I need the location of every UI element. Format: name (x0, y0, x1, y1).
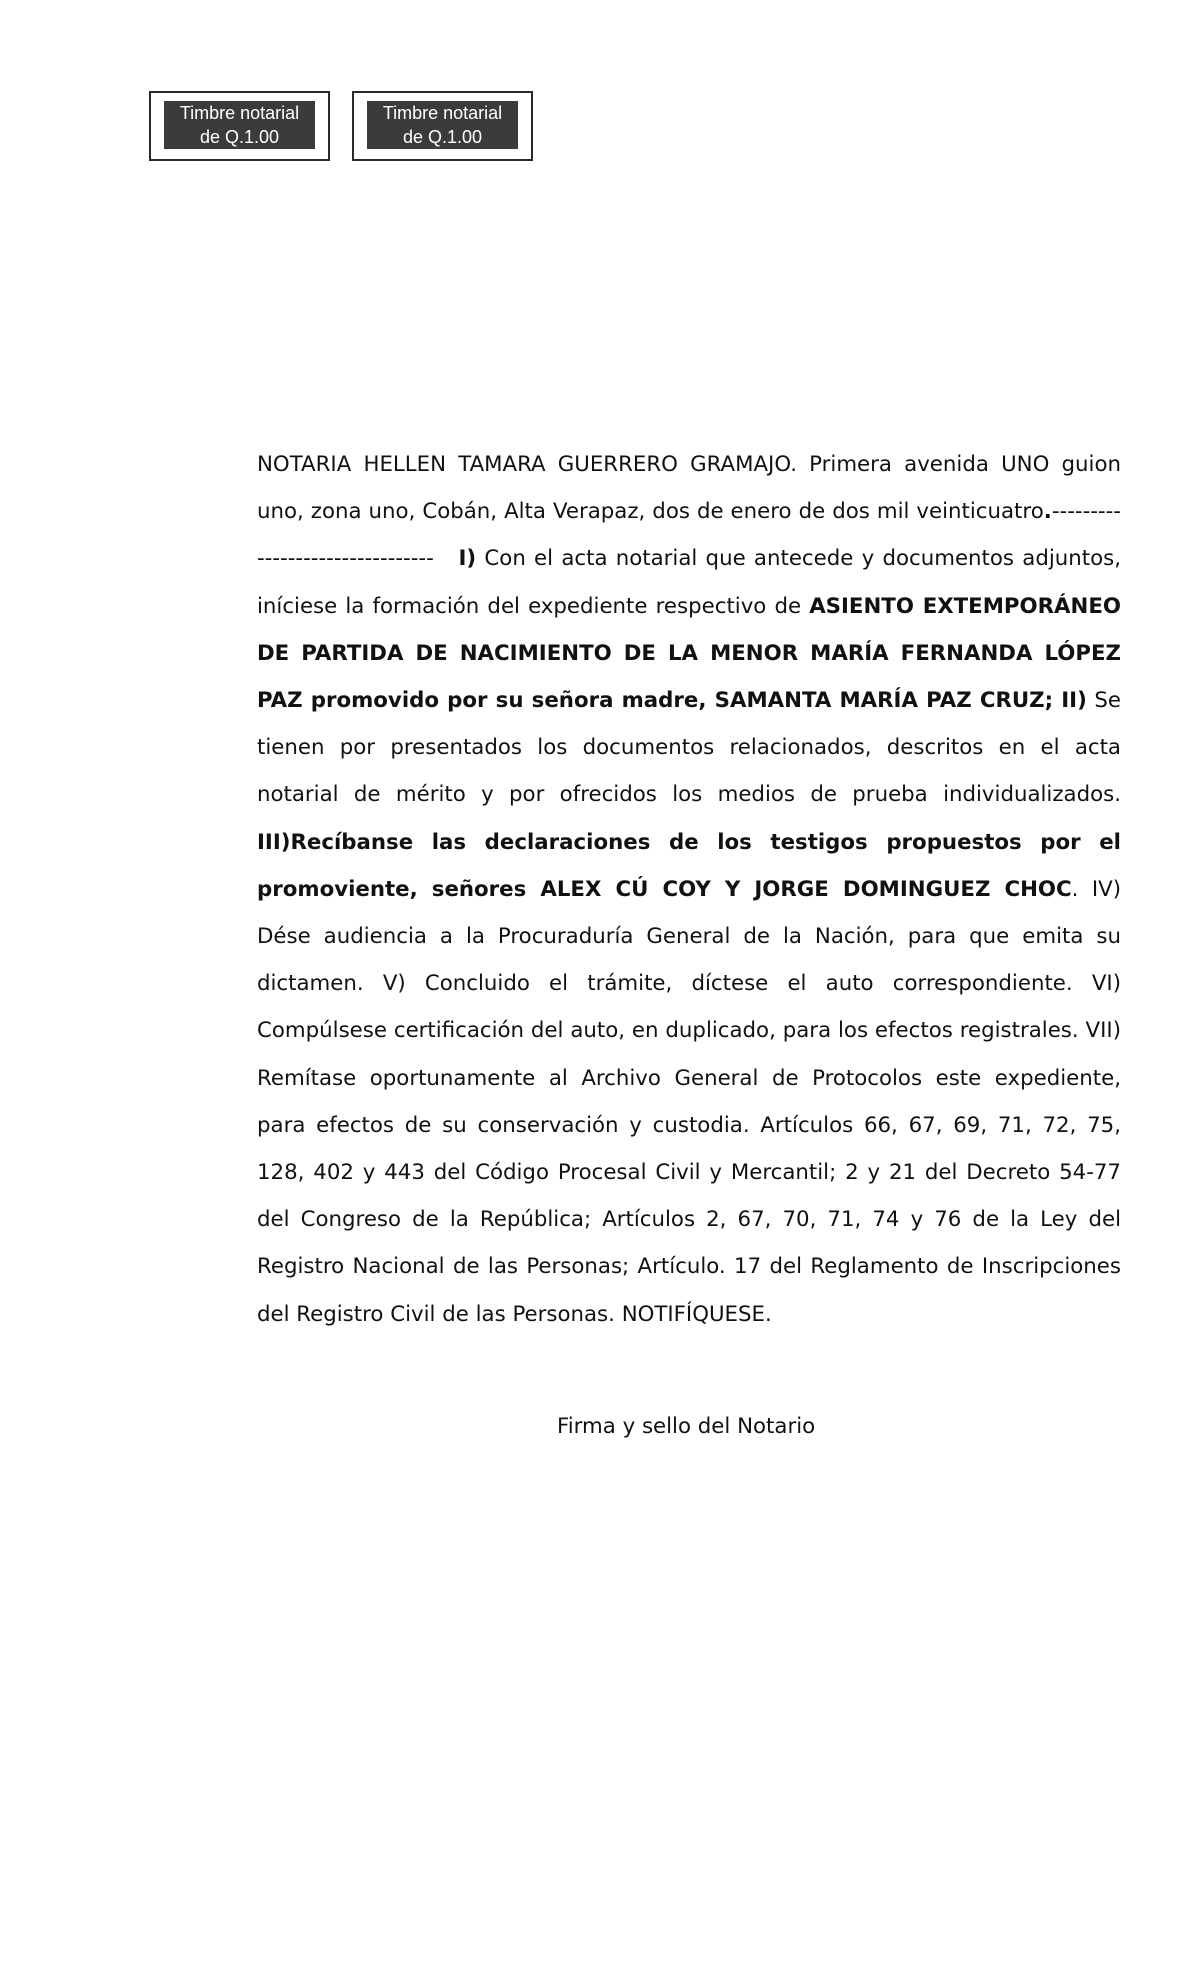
stamp-2-line-1: Timbre notarial (382, 103, 503, 123)
notarial-stamp-1 (149, 91, 330, 161)
notary-signature-line: Firma y sello del Notario (557, 1414, 816, 1439)
header-period: . (1043, 499, 1052, 525)
case-title: ASIENTO EXTEMPORÁNEO DE PARTIDA DE NACIMIENTO DE LA MENOR MARÍA FERNANDA LÓPEZ PAZ promovido por su señora madre, SAMANTA MARÍA PAZ CRUZ; II) (257, 593, 1121, 714)
remaining-points-text: . IV) Dése audiencia a la Procuraduría General de la Nación, para que emita su dictamen. V) Concluido el trámite, díctese el auto correspondiente. VI) Compúlsese certificación del auto, en duplicado, para los efectos registrales. VII) Remítase oportunamente al Archivo General de Protocolos este expediente, para efectos de su conservación y custodia. Artículos 66, 67, 69, 71, 72, 75, 128, 402 y 443 del Código Procesal Civil y Mercantil; 2 y 21 del Decreto 54-77 del Congreso de la República; Artículos 2, 67, 70, 71, 74 y 76 de la Ley del Registro Nacional de las Personas; Artículo. 17 del Reglamento de Inscripciones del Registro Civil de las Personas. NOTIFÍQUESE. (257, 876, 1122, 1327)
notarial-stamp-1-label (164, 101, 315, 149)
stamp-1-line-1: Timbre notarial (179, 103, 300, 123)
stamp-1-line-2: de Q.1.00 (199, 127, 280, 147)
notarial-stamp-2-label (367, 101, 518, 149)
dash-filler: -------------------------------- (257, 499, 1121, 572)
stamp-2-line-2: de Q.1.00 (402, 127, 483, 147)
point-one-label: I) (458, 546, 477, 572)
resolution-body (257, 441, 1121, 1338)
point-one-text: Con el acta notarial que antecede y documentos adjuntos, iníciese la formación del expediente respectivo de (257, 546, 1121, 619)
point-three-text: III)Recíbanse las declaraciones de los testigos propuestos por el promoviente, señores ALEX CÚ COY Y JORGE DOMINGUEZ CHOC (257, 829, 1121, 902)
point-two-text: Se tienen por presentados los documentos relacionados, descritos en el acta notarial de mérito y por ofrecidos los medios de prueba individualizados. (257, 688, 1121, 808)
spacer (434, 546, 459, 571)
notary-header: NOTARIA HELLEN TAMARA GUERRERO GRAMAJO. Primera avenida UNO guion uno, zona uno, Cobán, Alta Verapaz, dos de enero de dos mil veinticuatro (257, 452, 1121, 525)
notarial-stamp-2 (352, 91, 533, 161)
